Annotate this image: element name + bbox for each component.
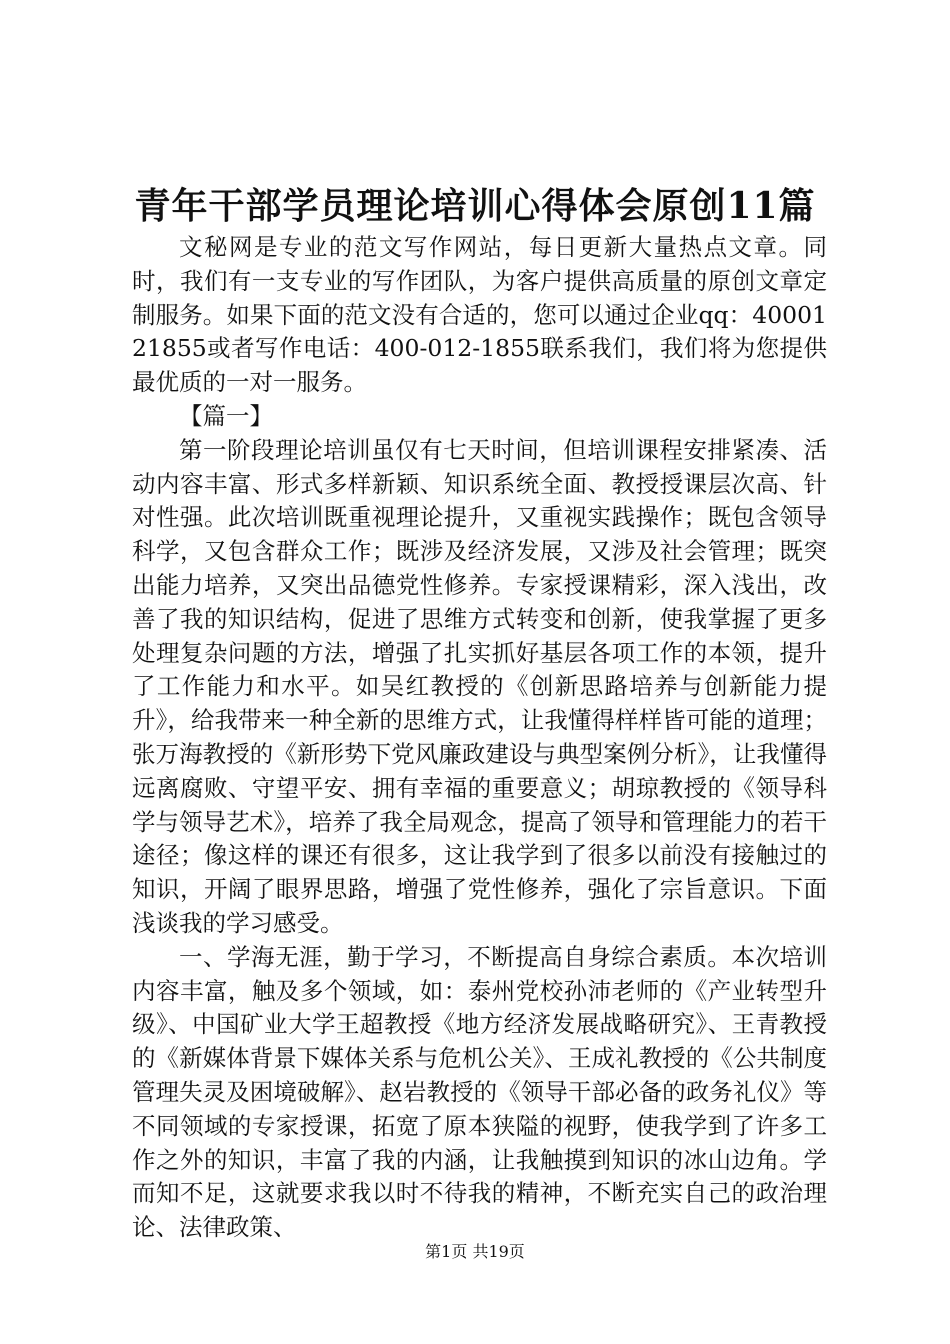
document-body [132,231,827,1245]
body-paragraph: 一、学海无涯，勤于学习，不断提高自身综合素质。本次培训内容丰富，触及多个领域，如：泰州党校孙沛老师的《产业转型升级》、中国矿业大学王超教授《地方经济发展战略研究》、王青教授的《新媒体背景下媒体关系与危机公关》、王成礼教授的《公共制度管理失灵及困境破解》、赵岩教授的《领导干部必备的政务礼仪》等不同领域的专家授课，拓宽了原本狭隘的视野，使我学到了许多工作之外的知识，丰富了我的内涵，让我触摸到知识的冰山边角。学而知不足，这就要求我以时不待我的精神，不断充实自己的政治理论、法律政策、 [132,942,827,1242]
section-heading: 【篇一】 [179,401,273,430]
page-footer: 第1页 共19页 [425,1242,525,1261]
body-paragraph: 第一阶段理论培训虽仅有七天时间，但培训课程安排紧凑、活动内容丰富、形式多样新颖、知识系统全面、教授授课层次高、针对性强。此次培训既重视理论提升，又重视实践操作；既包含领导科学，又包含群众工作；既涉及经济发展，又涉及社会管理；既突出能力培养，又突出品德党性修养。专家授课精彩，深入浅出，改善了我的知识结构，促进了思维方式转变和创新，使我掌握了更多处理复杂问题的方法，增强了扎实抓好基层各项工作的本领，提升了工作能力和水平。如吴红教授的《创新思路培养与创新能力提升》，给我带来一种全新的思维方式，让我懂得样样皆可能的道理；张万海教授的《新形势下党风廉政建设与典型案例分析》，让我懂得远离腐败、守望平安、拥有幸福的重要意义；胡琼教授的《领导科学与领导艺术》，培养了我全局观念，提高了领导和管理能力的若干途径；像这样的课还有很多，这让我学到了很多以前没有接触过的知识，开阔了眼界思路，增强了党性修养，强化了宗旨意识。下面浅谈我的学习感受。 [132,435,827,937]
document-title: 青年干部学员理论培训心得体会原创11篇 [134,185,816,228]
intro-paragraph: 文秘网是专业的范文写作网站，每日更新大量热点文章。同时，我们有一支专业的写作团队，为客户提供高质量的原创文章定制服务。如果下面的范文没有合适的，您可以通过企业qq：4000121855或者写作电话：400-012-1855联系我们，我们将为您提供最优质的一对一服务。 [132,233,827,397]
